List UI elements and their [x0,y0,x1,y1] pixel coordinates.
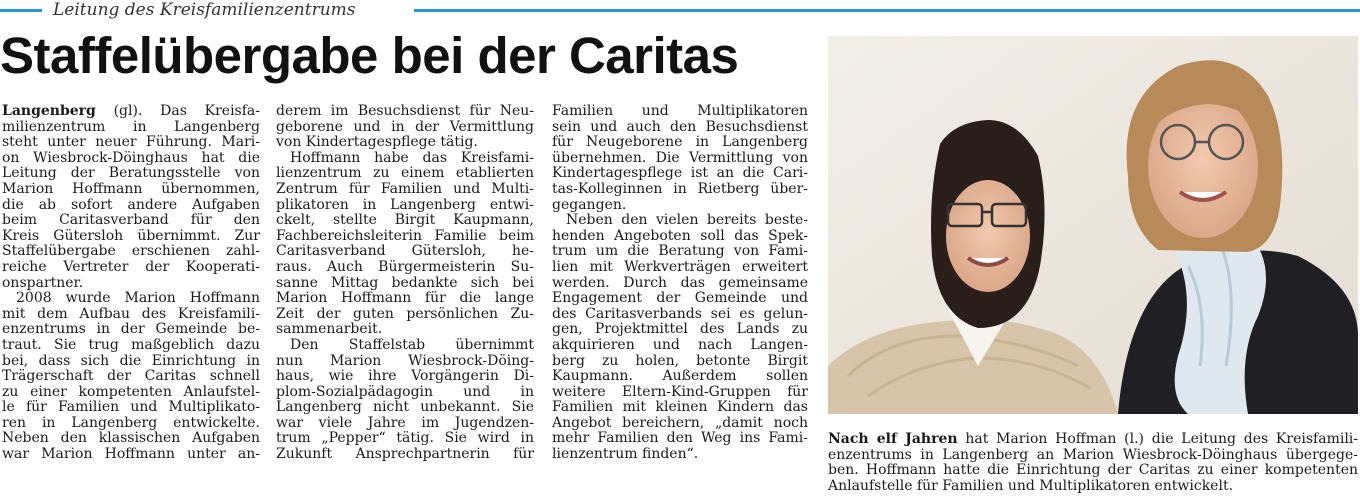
article-line: le für Familien und Multiplikato- [2,400,260,416]
article-line: derem im Besuchsdienst für Neu- [276,104,534,119]
article-line: Den Staffelstab übernimmt [290,337,534,353]
caption-line: Anlaufstelle für Familien und Multiplikatoren entwickelt. [828,478,1234,494]
article-line: Trägerschaft der Caritas schnell [2,369,260,385]
article-line: Caritasverband Gütersloh, he- [276,244,534,260]
article-line: Langenberg nicht unbekannt. Sie [276,400,534,416]
article-line: sammenarbeit. [276,322,383,338]
article-line: tas-Kolleginnen in Rietberg über- [552,181,808,197]
headline: Staffelübergabe bei der Caritas [0,27,739,84]
article-line: Marion Hoffmann für die lange [276,291,534,307]
article-line: war Marion Hoffmann unter an- [2,447,260,463]
article-line: on Wiesbrock-Döinghaus hat die [2,150,260,166]
article-line: gegangen. [552,197,627,213]
article-line: steht unter neuer Führung. Mari- [2,135,260,151]
article-line: Kreis Gütersloh übernimmt. Zur [2,228,260,244]
article-line: Zentrum für Familien und Multi- [276,181,534,197]
article-line: geborene und in der Vermittlung [276,119,534,135]
article-column-3 [552,104,808,463]
article-line: weitere Eltern-Kind-Gruppen für [552,384,808,400]
article-line: haus, wie ihre Vorgängerin Di- [276,369,534,385]
article-line: Zukunft Ansprechpartnerin für [276,447,534,463]
caption-lead: Nach elf Jahren [828,432,958,447]
article-line: bei, dass sich die Einrichtung in [2,353,260,369]
article-line: trum „Pepper“ tätig. Sie wird in [276,431,534,447]
article-line: mehr Familien den Weg ins Fami- [552,431,808,447]
article-line: sanne Mittag bedankte sich bei [276,275,534,291]
article-line: beim Caritasverband für den [2,213,260,229]
article-line: nun Marion Wiesbrock-Döing- [276,353,534,369]
caption-line: enzentrums in Langenberg an Marion Wiesbrock-Döinghaus übergege- [828,447,1358,463]
article-line: war viele Jahre im Jugendzen- [276,415,534,431]
article-line: Fachbereichsleiterin Familie beim [276,228,534,244]
article-line: ren in Langenberg entwickelte. [2,415,260,431]
article-line: Kaupmann. Außerdem sollen [552,369,808,385]
article-line: plikatoren in Langenberg entwi- [276,197,534,213]
article-line: gen, Projektmittel des Lands zu [552,322,808,338]
article-line: Engagement der Gemeinde und [552,291,808,307]
photo-caption [828,432,1358,494]
article-line: Hoffmann habe das Kreisfami- [290,150,534,166]
article-line: raus. Auch Bürgermeisterin Su- [276,259,534,275]
article-line: übernehmen. Die Vermittlung von [552,150,808,166]
article-line: von Kindertagespflege tätig. [276,135,478,151]
article-line: Leitung der Beratungsstelle von [2,166,260,182]
article-line: Familien mit kleinen Kindern das [552,400,808,416]
article-line: des Caritasverbands sei es gelun- [552,306,808,322]
kicker-rule-left [0,9,42,12]
article-line: 2008 wurde Marion Hoffmann [16,291,260,307]
kicker-row [0,0,1360,22]
article-line: Neben den klassischen Aufgaben [2,431,260,447]
article-line: Kindertagespflege ist an die Cari- [552,166,808,182]
article-lead-place: Langenberg [2,104,96,119]
article-line: die ab sofort andere Aufgaben [2,197,260,213]
article-line: Neben den vielen bereits beste- [566,213,808,229]
article-line: Marion Hoffmann übernommen, [2,181,260,197]
article-line: lienzentrum zu einem etablierten [276,166,534,182]
kicker-rule-right [414,9,1360,12]
article-line: berg zu holen, betonte Birgit [552,353,808,369]
kicker: Leitung des Kreisfamilienzentrums [53,0,356,20]
article-line: Staffelübergabe erschienen zahl- [2,244,260,260]
article-line: Angebot bereichern, „damit noch [552,415,808,431]
article-line: enzentrums in der Gemeinde be- [2,322,260,338]
article-column-2 [276,104,534,463]
article-line: lien mit Werkverträgen erweitert [552,259,808,275]
article-line: zu einer kompetenten Anlaufstel- [2,384,260,400]
article-line: ckelt, stellte Birgit Kaupmann, [276,213,534,229]
article-line: milienzentrum in Langenberg [2,119,260,135]
article-line: traut. Sie trug maßgeblich dazu [2,337,260,353]
article-line: onspartner. [2,275,84,291]
article-line: Zeit der guten persönlichen Zu- [276,306,534,322]
article-line: Langenberg (gl). Das Kreisfa- [2,104,260,119]
photo-illustration [828,36,1358,414]
article-line: trum um die Beratung von Fami- [552,244,808,260]
caption-line: ben. Hoffmann hatte die Einrichtung der Caritas zu einer kompetenten [828,463,1358,479]
article-line: plom-Sozialpädagogin und in [276,384,534,400]
article-line: sein und auch den Besuchsdienst [552,119,808,135]
article-line: mit dem Aufbau des Kreisfamili- [2,306,260,322]
article-line: akquirieren und nach Langen- [552,337,808,353]
article-line: lienzentrum finden“. [552,447,699,463]
article-line: für Neugeborene in Langenberg [552,135,808,151]
article-line: Familien und Multiplikatoren [552,104,808,119]
article-photo [828,36,1358,414]
caption-line: Nach elf Jahren hat Marion Hoffman (l.) die Leitung des Kreisfamili- [828,432,1358,447]
article-line: reiche Vertreter der Kooperati- [2,259,260,275]
article-column-1 [2,104,260,463]
article-line: werden. Durch das gemeinsame [552,275,808,291]
article-line: henden Angeboten soll das Spek- [552,228,808,244]
